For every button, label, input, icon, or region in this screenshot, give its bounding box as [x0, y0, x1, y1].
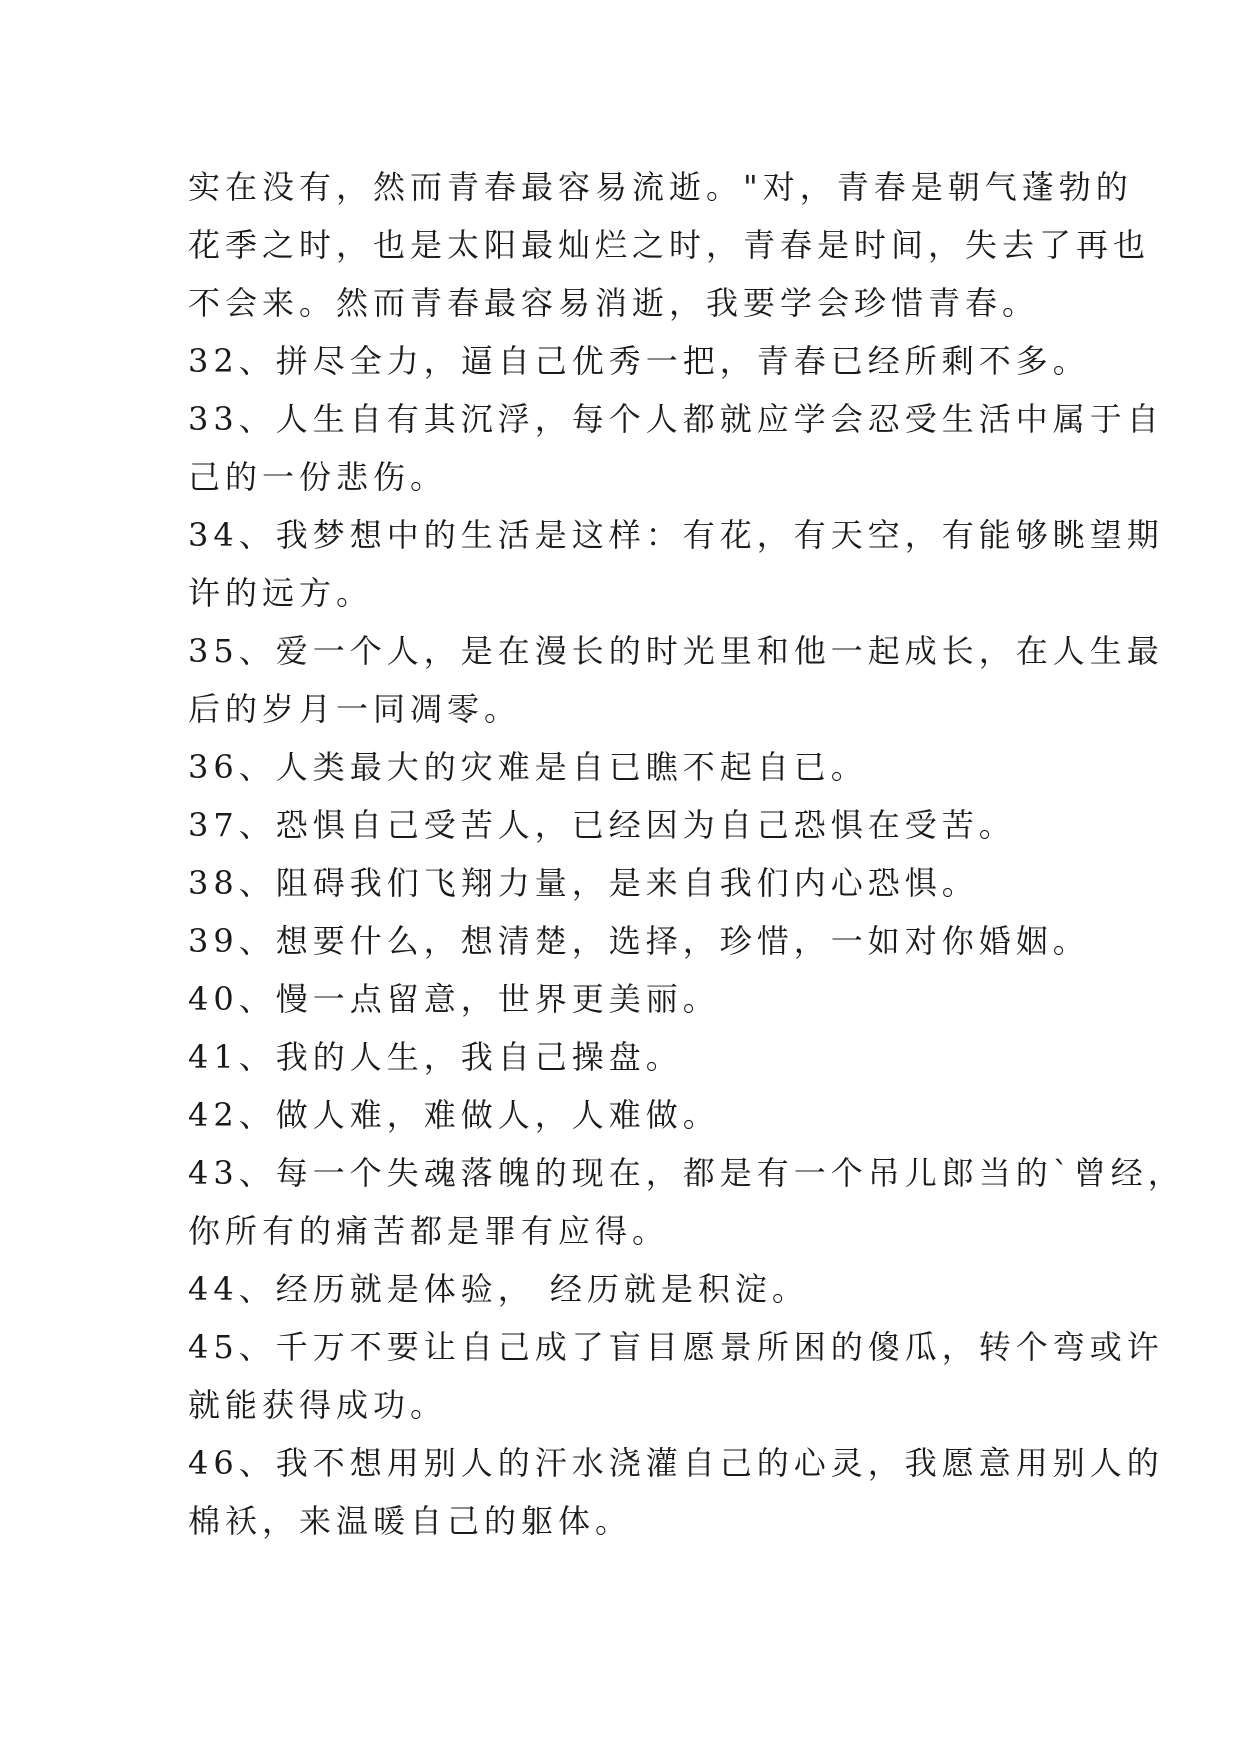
text-line: 就能获得成功。 — [188, 1386, 448, 1424]
text-line: 棉袄，来温暖自己的躯体。 — [188, 1502, 633, 1540]
document-body — [188, 158, 1185, 1550]
text-line: 后的岁月一同凋零。 — [188, 690, 522, 728]
quote-item-32: 32、拼尽全力，逼自己优秀一把，青春已经所剩不多。 — [188, 342, 1090, 380]
quote-item-33: 33、人生自有其沉浮，每个人都就应学会忍受生活中属于自 — [188, 400, 1164, 438]
quote-item-42: 42、做人难，难做人，人难做。 — [188, 1096, 720, 1134]
quote-item-43: 43、每一个失魂落魄的现在，都是有一个吊儿郎当的`曾经， — [188, 1154, 1185, 1192]
quote-item-37: 37、恐惧自己受苦人，已经因为自己恐惧在受苦。 — [188, 806, 1016, 844]
text-line: 己的一份悲伤。 — [188, 458, 448, 496]
text-line: 不会来。然而青春最容易消逝，我要学会珍惜青春。 — [188, 284, 1040, 322]
quote-item-44: 44、经历就是体验， 经历就是积淀。 — [188, 1270, 809, 1308]
quote-item-35: 35、爱一个人，是在漫长的时光里和他一起成长，在人生最 — [188, 632, 1164, 670]
quote-item-34: 34、我梦想中的生活是这样：有花，有天空，有能够眺望期 — [188, 516, 1164, 554]
quote-item-40: 40、慢一点留意，世界更美丽。 — [188, 980, 720, 1018]
text-line: 你所有的痛苦都是罪有应得。 — [188, 1212, 670, 1250]
quote-item-46: 46、我不想用别人的汗水浇灌自己的心灵，我愿意用别人的 — [188, 1444, 1164, 1482]
quote-item-41: 41、我的人生，我自己操盘。 — [188, 1038, 683, 1076]
quote-item-39: 39、想要什么，想清楚，选择，珍惜，一如对你婚姻。 — [188, 922, 1090, 960]
quote-item-38: 38、阻碍我们飞翔力量，是来自我们内心恐惧。 — [188, 864, 979, 902]
text-line: 花季之时，也是太阳最灿烂之时，青春是时间，失去了再也 — [188, 226, 1151, 264]
text-line: 实在没有，然而青春最容易流逝。"对，青春是朝气蓬勃的 — [188, 168, 1133, 206]
quote-item-36: 36、人类最大的灾难是自已瞧不起自已。 — [188, 748, 868, 786]
quote-item-45: 45、千万不要让自己成了盲目愿景所困的傻瓜，转个弯或许 — [188, 1328, 1164, 1366]
text-line: 许的远方。 — [188, 574, 374, 612]
